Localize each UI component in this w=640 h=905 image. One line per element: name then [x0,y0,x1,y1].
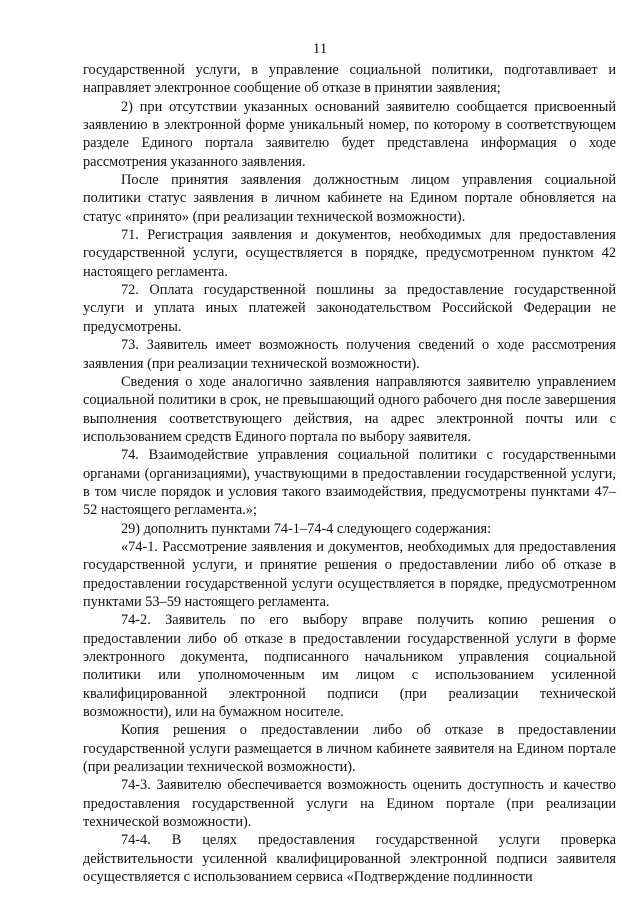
page-number: 11 [312,41,328,57]
paragraph-item-74-4: 74-4. В целях предоставления государственной услуги проверка действительности усиленной квалифицированной электронной подписи заявителя осуществляется с использованием сервиса «Подтверждение подлинности [83,832,616,886]
paragraph: Копия решения о предоставлении либо об отказе в предоставлении государственной услуги размещается в личном кабинете заявителя на Едином портале (при реализации технической возможности). [83,722,616,776]
paragraph: После принятия заявления должностным лицом управления социальной политики статус заявления в личном кабинете на Едином портале обновляется на статус «принято» (при реализации технической возможности). [83,172,616,225]
paragraph-continued: государственной услуги, в управление социальной политики, подготавливает и направляет электронное сообщение об отказе в принятии заявления; [83,62,616,97]
paragraph-item-72: 72. Оплата государственной пошлины за предоставление государственной услуги и уплата иных платежей законодательством Российской Федерации не предусмотрены. [83,282,616,335]
paragraph-item-73: 73. Заявитель имеет возможность получения сведений о ходе рассмотрения заявления (при реализации технической возможности). [83,337,616,372]
paragraph: Сведения о ходе аналогично заявления направляются заявителю управлением социальной политики в срок, не превышающий одного рабочего дня после завершения выполнения соответствующего действия, на адрес электронной почты или с использованием средств Единого портала по выбору заявителя. [83,373,616,445]
paragraph-item-71: 71. Регистрация заявления и документов, необходимых для предоставления государственной услуги, осуществляется в порядке, предусмотренном пунктом 42 настоящего регламента. [83,227,616,280]
paragraph-item-74-3: 74-3. Заявителю обеспечивается возможность оценить доступность и качество предоставления государственной услуги на Едином портале (при реализации технической возможности). [83,777,616,831]
paragraph-item-74-1: «74-1. Рассмотрение заявления и документов, необходимых для предоставления государственной услуги, и принятие решения о предоставлении либо об отказе в предоставлении государственной услуги осуществляется в порядке, предусмотренном пунктами 53–59 настоящего регламента. [83,538,616,610]
paragraph: 2) при отсутствии указанных оснований заявителю сообщается присвоенный заявлению в электронной форме уникальный номер, по которому в соответствующем разделе Единого портала заявителю будет представлена информация о ходе рассмотрения указанного заявления. [83,98,616,170]
paragraph-item-29: 29) дополнить пунктами 74-1–74-4 следующего содержания: [121,520,492,537]
document-body [83,61,616,886]
paragraph-item-74: 74. Взаимодействие управления социальной политики с государственными органами (организациями), участвующими в предоставлении государственной услуги, в том числе порядок и условия такого взаимодействия, предусмотрены пунктами 47–52 настоящего регламента.»; [83,447,616,519]
paragraph-item-74-2: 74-2. Заявитель по его выбору вправе получить копию решения о предоставлении либо об отказе в предоставлении государственной услуги в форме электронного документа, подписанного начальником управления социальной политики или уполномоченным им лицом с использованием усиленной квалифицированной электронной подписи (при реализации технической возможности), или на бумажном носителе. [83,612,616,721]
